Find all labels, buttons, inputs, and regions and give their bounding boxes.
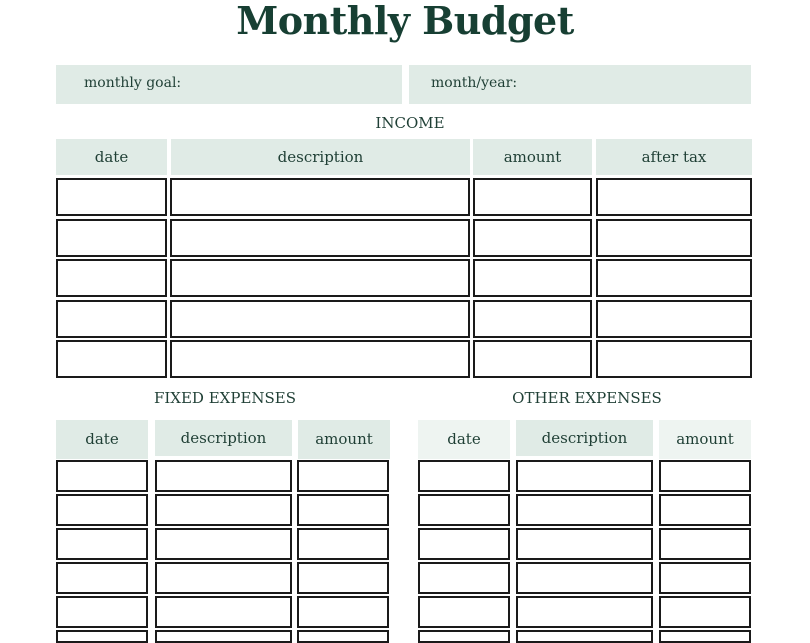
other-cell-amount[interactable] [659, 630, 751, 643]
other-cell-amount[interactable] [659, 494, 751, 526]
month-year-field[interactable] [409, 65, 751, 104]
other-cell-amount[interactable] [659, 528, 751, 560]
income-cell-amount[interactable] [473, 219, 592, 257]
other-cell-amount[interactable] [659, 562, 751, 594]
fixed-cell-amount[interactable] [297, 460, 389, 492]
other-cell-date[interactable] [418, 494, 510, 526]
income-header-after-tax: after tax [596, 139, 752, 175]
income-header-description: description [171, 139, 470, 175]
other-cell-date[interactable] [418, 596, 510, 628]
other-header-amount: amount [659, 420, 751, 459]
income-cell-after-tax[interactable] [596, 219, 752, 257]
fixed-cell-amount[interactable] [297, 562, 389, 594]
income-cell-description[interactable] [170, 259, 470, 297]
income-cell-date[interactable] [56, 178, 167, 216]
fixed-cell-date[interactable] [56, 494, 148, 526]
fixed-cell-description[interactable] [155, 630, 292, 643]
other-cell-date[interactable] [418, 528, 510, 560]
other-header-date: date [418, 420, 510, 459]
fixed-cell-description[interactable] [155, 528, 292, 560]
fixed-header-date: date [56, 420, 148, 459]
income-cell-description[interactable] [170, 340, 470, 378]
income-cell-amount[interactable] [473, 178, 592, 216]
other-cell-date[interactable] [418, 460, 510, 492]
fixed-cell-amount[interactable] [297, 528, 389, 560]
income-cell-after-tax[interactable] [596, 300, 752, 338]
other-cell-amount[interactable] [659, 460, 751, 492]
other-cell-amount[interactable] [659, 596, 751, 628]
income-cell-description[interactable] [170, 178, 470, 216]
income-cell-after-tax[interactable] [596, 259, 752, 297]
month-year-label: month/year: [431, 75, 518, 91]
other-cell-description[interactable] [516, 562, 653, 594]
income-header-amount: amount [473, 139, 592, 175]
other-header-description: description [516, 420, 653, 456]
fixed-expenses-heading: FIXED EXPENSES [153, 389, 297, 407]
fixed-cell-description[interactable] [155, 596, 292, 628]
other-cell-description[interactable] [516, 460, 653, 492]
other-cell-description[interactable] [516, 494, 653, 526]
other-cell-date[interactable] [418, 630, 510, 643]
fixed-header-amount: amount [298, 420, 390, 459]
fixed-cell-date[interactable] [56, 528, 148, 560]
fixed-cell-description[interactable] [155, 562, 292, 594]
income-heading: INCOME [375, 114, 445, 132]
fixed-cell-amount[interactable] [297, 596, 389, 628]
fixed-cell-amount[interactable] [297, 630, 389, 643]
fixed-cell-date[interactable] [56, 562, 148, 594]
fixed-cell-date[interactable] [56, 630, 148, 643]
monthly-goal-field[interactable] [56, 65, 402, 104]
income-cell-date[interactable] [56, 259, 167, 297]
monthly-goal-label: monthly goal: [84, 75, 182, 91]
income-cell-date[interactable] [56, 340, 167, 378]
income-cell-amount[interactable] [473, 340, 592, 378]
fixed-cell-description[interactable] [155, 460, 292, 492]
other-cell-description[interactable] [516, 596, 653, 628]
income-cell-description[interactable] [170, 219, 470, 257]
other-cell-description[interactable] [516, 528, 653, 560]
fixed-header-description: description [155, 420, 292, 456]
income-cell-after-tax[interactable] [596, 340, 752, 378]
income-header-date: date [56, 139, 167, 175]
income-cell-amount[interactable] [473, 300, 592, 338]
income-cell-date[interactable] [56, 300, 167, 338]
income-cell-after-tax[interactable] [596, 178, 752, 216]
page-title: Monthly Budget [236, 0, 574, 43]
fixed-cell-date[interactable] [56, 460, 148, 492]
income-cell-amount[interactable] [473, 259, 592, 297]
other-cell-date[interactable] [418, 562, 510, 594]
other-cell-description[interactable] [516, 630, 653, 643]
income-cell-date[interactable] [56, 219, 167, 257]
fixed-cell-amount[interactable] [297, 494, 389, 526]
income-cell-description[interactable] [170, 300, 470, 338]
fixed-cell-date[interactable] [56, 596, 148, 628]
fixed-cell-description[interactable] [155, 494, 292, 526]
other-expenses-heading: OTHER EXPENSES [512, 389, 662, 407]
